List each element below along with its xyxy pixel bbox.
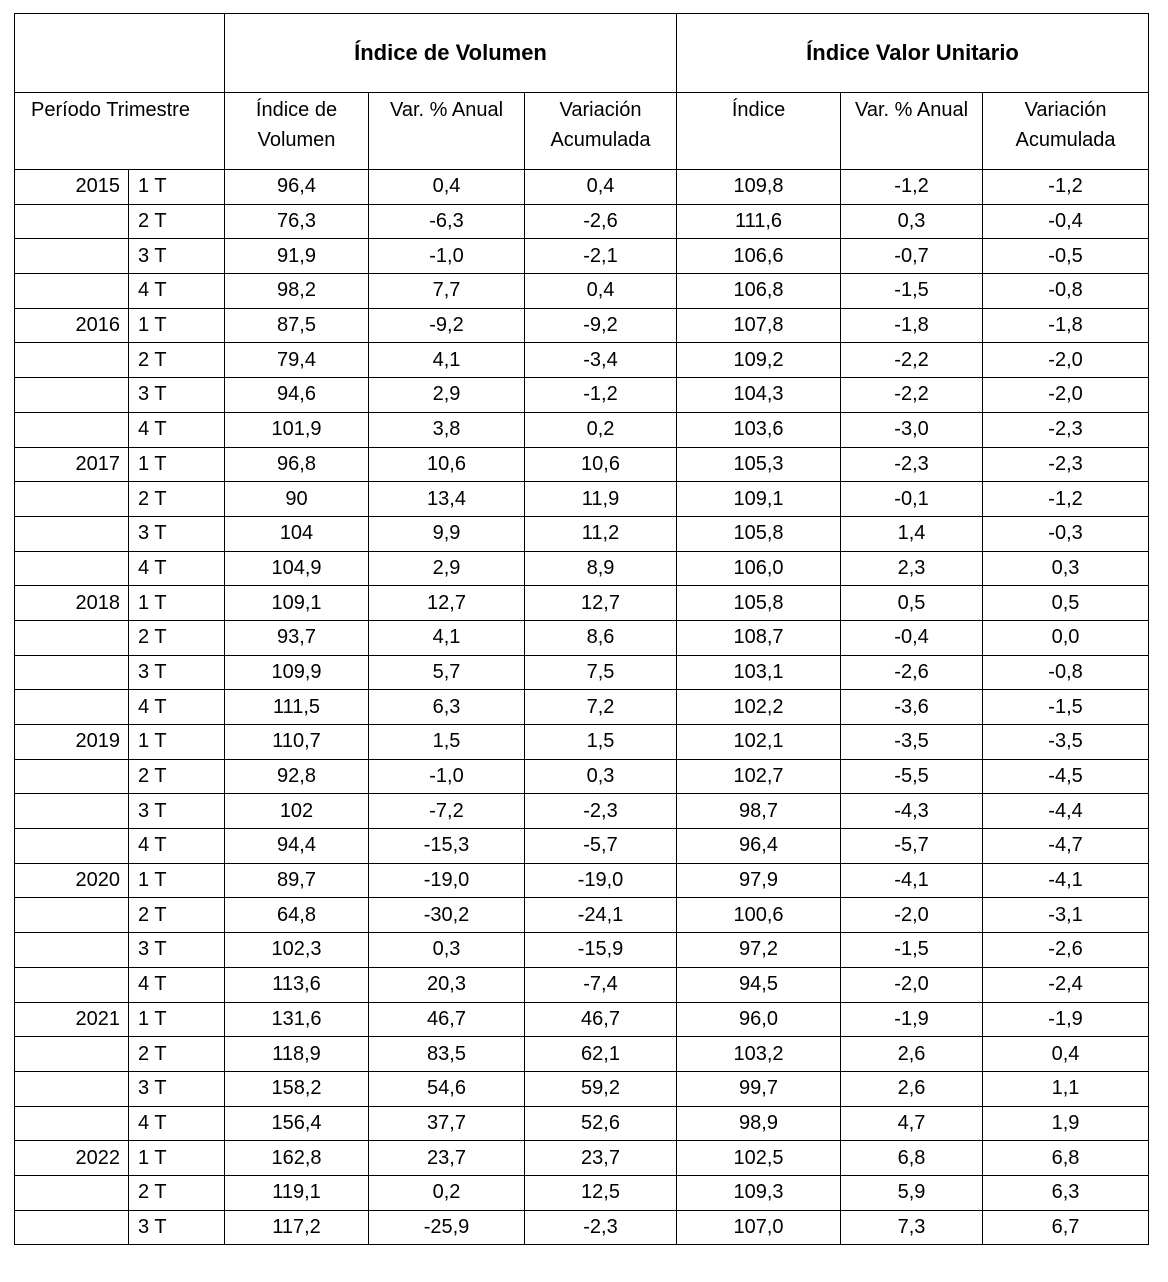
value-cell: -6,3 [369, 204, 525, 239]
value-cell: 103,6 [677, 412, 841, 447]
value-cell: 52,6 [525, 1106, 677, 1141]
value-cell: -0,4 [983, 204, 1149, 239]
value-cell: -2,6 [525, 204, 677, 239]
value-cell: -2,4 [983, 967, 1149, 1002]
value-cell: -2,0 [983, 378, 1149, 413]
column-header: Variación Acumulada [525, 93, 677, 170]
value-cell: 107,0 [677, 1210, 841, 1245]
value-cell: -3,5 [841, 725, 983, 760]
value-cell: 1,5 [369, 725, 525, 760]
value-cell: 105,3 [677, 447, 841, 482]
table-row [15, 170, 1149, 205]
year-cell [15, 1037, 129, 1072]
column-header: Índice [677, 93, 841, 170]
table-row [15, 274, 1149, 309]
value-cell: -2,3 [525, 794, 677, 829]
value-cell: 0,3 [841, 204, 983, 239]
quarter-cell: 3 T [129, 378, 225, 413]
table-row [15, 794, 1149, 829]
unit-value-group-header: Índice Valor Unitario [677, 14, 1149, 93]
value-cell: 102,2 [677, 690, 841, 725]
column-header: Var. % Anual [841, 93, 983, 170]
value-cell: -2,1 [525, 239, 677, 274]
value-cell: 6,3 [983, 1175, 1149, 1210]
value-cell: 0,4 [525, 274, 677, 309]
value-cell: 37,7 [369, 1106, 525, 1141]
value-cell: -3,6 [841, 690, 983, 725]
value-cell: 0,2 [369, 1175, 525, 1210]
table-row [15, 1175, 1149, 1210]
quarter-cell: 1 T [129, 1002, 225, 1037]
year-cell [15, 655, 129, 690]
value-cell: 11,2 [525, 516, 677, 551]
value-cell: -9,2 [525, 308, 677, 343]
value-cell: 5,7 [369, 655, 525, 690]
year-cell [15, 204, 129, 239]
value-cell: -1,5 [841, 274, 983, 309]
value-cell: 131,6 [225, 1002, 369, 1037]
value-cell: 107,8 [677, 308, 841, 343]
value-cell: 76,3 [225, 204, 369, 239]
value-cell: 94,5 [677, 967, 841, 1002]
value-cell: 46,7 [525, 1002, 677, 1037]
table-row [15, 863, 1149, 898]
value-cell: 119,1 [225, 1175, 369, 1210]
volume-group-header: Índice de Volumen [225, 14, 677, 93]
value-cell: 103,2 [677, 1037, 841, 1072]
table-row [15, 308, 1149, 343]
quarter-cell: 1 T [129, 863, 225, 898]
table-row [15, 967, 1149, 1002]
value-cell: -30,2 [369, 898, 525, 933]
value-cell: -1,9 [983, 1002, 1149, 1037]
year-cell: 2017 [15, 447, 129, 482]
value-cell: 4,1 [369, 620, 525, 655]
value-cell: 109,8 [677, 170, 841, 205]
value-cell: 103,1 [677, 655, 841, 690]
table-row [15, 1071, 1149, 1106]
value-cell: -2,2 [841, 378, 983, 413]
value-cell: -2,0 [983, 343, 1149, 378]
value-cell: 102,1 [677, 725, 841, 760]
value-cell: 5,9 [841, 1175, 983, 1210]
value-cell: -4,7 [983, 829, 1149, 864]
table-row [15, 1037, 1149, 1072]
quarter-cell: 3 T [129, 516, 225, 551]
value-cell: -5,7 [525, 829, 677, 864]
quarter-cell: 1 T [129, 1141, 225, 1176]
quarter-cell: 4 T [129, 829, 225, 864]
value-cell: 0,4 [983, 1037, 1149, 1072]
table-row [15, 412, 1149, 447]
value-cell: 100,6 [677, 898, 841, 933]
value-cell: 97,2 [677, 933, 841, 968]
year-cell [15, 933, 129, 968]
year-cell [15, 1210, 129, 1245]
value-cell: -4,1 [983, 863, 1149, 898]
value-cell: 6,8 [841, 1141, 983, 1176]
value-cell: -25,9 [369, 1210, 525, 1245]
table-row [15, 239, 1149, 274]
year-cell [15, 412, 129, 447]
table-row [15, 1141, 1149, 1176]
table-row [15, 1002, 1149, 1037]
quarter-cell: 4 T [129, 967, 225, 1002]
value-cell: 106,6 [677, 239, 841, 274]
column-header: Índice de Volumen [225, 93, 369, 170]
year-cell [15, 759, 129, 794]
value-cell: 4,7 [841, 1106, 983, 1141]
value-cell: -4,4 [983, 794, 1149, 829]
value-cell: -0,5 [983, 239, 1149, 274]
value-cell: 162,8 [225, 1141, 369, 1176]
value-cell: 11,9 [525, 482, 677, 517]
value-cell: -2,3 [983, 412, 1149, 447]
value-cell: 9,9 [369, 516, 525, 551]
value-cell: 96,0 [677, 1002, 841, 1037]
year-cell [15, 482, 129, 517]
value-cell: 102,5 [677, 1141, 841, 1176]
value-cell: 105,8 [677, 516, 841, 551]
value-cell: -2,6 [983, 933, 1149, 968]
value-cell: 20,3 [369, 967, 525, 1002]
value-cell: -2,2 [841, 343, 983, 378]
value-cell: -1,0 [369, 239, 525, 274]
value-cell: -1,2 [983, 170, 1149, 205]
quarter-cell: 2 T [129, 620, 225, 655]
value-cell: 118,9 [225, 1037, 369, 1072]
value-cell: 6,8 [983, 1141, 1149, 1176]
value-cell: 106,0 [677, 551, 841, 586]
value-cell: 4,1 [369, 343, 525, 378]
value-cell: -1,8 [841, 308, 983, 343]
value-cell: 79,4 [225, 343, 369, 378]
value-cell: 0,5 [983, 586, 1149, 621]
value-cell: 117,2 [225, 1210, 369, 1245]
value-cell: 12,7 [369, 586, 525, 621]
value-cell: -15,3 [369, 829, 525, 864]
year-cell [15, 620, 129, 655]
year-cell: 2022 [15, 1141, 129, 1176]
value-cell: 0,0 [983, 620, 1149, 655]
value-cell: 106,8 [677, 274, 841, 309]
value-cell: 10,6 [525, 447, 677, 482]
quarter-cell: 4 T [129, 1106, 225, 1141]
value-cell: 13,4 [369, 482, 525, 517]
value-cell: -2,0 [841, 898, 983, 933]
quarter-cell: 1 T [129, 170, 225, 205]
value-cell: 0,5 [841, 586, 983, 621]
value-cell: 8,6 [525, 620, 677, 655]
year-cell [15, 1106, 129, 1141]
value-cell: 102,7 [677, 759, 841, 794]
value-cell: 1,4 [841, 516, 983, 551]
value-cell: -1,2 [983, 482, 1149, 517]
quarter-cell: 2 T [129, 898, 225, 933]
quarter-cell: 4 T [129, 274, 225, 309]
year-cell: 2015 [15, 170, 129, 205]
value-cell: 108,7 [677, 620, 841, 655]
quarter-cell: 4 T [129, 690, 225, 725]
table-row [15, 586, 1149, 621]
column-header: Variación Acumulada [983, 93, 1149, 170]
quarter-cell: 1 T [129, 586, 225, 621]
table-row [15, 620, 1149, 655]
value-cell: 0,2 [525, 412, 677, 447]
year-cell: 2020 [15, 863, 129, 898]
value-cell: 96,4 [677, 829, 841, 864]
value-cell: 2,6 [841, 1037, 983, 1072]
table-row [15, 343, 1149, 378]
value-cell: 104,3 [677, 378, 841, 413]
value-cell: 104,9 [225, 551, 369, 586]
value-cell: 0,4 [525, 170, 677, 205]
value-cell: 7,5 [525, 655, 677, 690]
value-cell: 91,9 [225, 239, 369, 274]
table-row [15, 1106, 1149, 1141]
table-row [15, 551, 1149, 586]
value-cell: 7,3 [841, 1210, 983, 1245]
value-cell: -1,5 [841, 933, 983, 968]
value-cell: -4,1 [841, 863, 983, 898]
table-row [15, 516, 1149, 551]
value-cell: 92,8 [225, 759, 369, 794]
year-cell: 2021 [15, 1002, 129, 1037]
column-header-row [15, 93, 1149, 170]
value-cell: 109,9 [225, 655, 369, 690]
value-cell: -9,2 [369, 308, 525, 343]
value-cell: 109,3 [677, 1175, 841, 1210]
year-cell [15, 967, 129, 1002]
quarter-cell: 2 T [129, 1037, 225, 1072]
year-cell: 2018 [15, 586, 129, 621]
quarter-cell: 2 T [129, 759, 225, 794]
table-row [15, 690, 1149, 725]
value-cell: 0,4 [369, 170, 525, 205]
value-cell: 23,7 [525, 1141, 677, 1176]
table-row [15, 204, 1149, 239]
value-cell: 93,7 [225, 620, 369, 655]
table-row [15, 447, 1149, 482]
value-cell: 1,5 [525, 725, 677, 760]
value-cell: 102,3 [225, 933, 369, 968]
value-cell: 59,2 [525, 1071, 677, 1106]
value-cell: 12,7 [525, 586, 677, 621]
value-cell: 94,6 [225, 378, 369, 413]
value-cell: 0,3 [369, 933, 525, 968]
value-cell: 109,2 [677, 343, 841, 378]
value-cell: -4,3 [841, 794, 983, 829]
quarter-cell: 1 T [129, 308, 225, 343]
value-cell: -19,0 [369, 863, 525, 898]
quarter-cell: 1 T [129, 725, 225, 760]
value-cell: -1,8 [983, 308, 1149, 343]
year-cell: 2016 [15, 308, 129, 343]
value-cell: 89,7 [225, 863, 369, 898]
quarter-cell: 2 T [129, 1175, 225, 1210]
value-cell: -19,0 [525, 863, 677, 898]
column-header: Var. % Anual [369, 93, 525, 170]
value-cell: -2,6 [841, 655, 983, 690]
value-cell: -2,0 [841, 967, 983, 1002]
value-cell: 109,1 [225, 586, 369, 621]
value-cell: -3,0 [841, 412, 983, 447]
value-cell: -1,0 [369, 759, 525, 794]
value-cell: 10,6 [369, 447, 525, 482]
year-cell [15, 690, 129, 725]
value-cell: -0,7 [841, 239, 983, 274]
value-cell: 104 [225, 516, 369, 551]
quarter-cell: 1 T [129, 447, 225, 482]
value-cell: 64,8 [225, 898, 369, 933]
value-cell: -5,5 [841, 759, 983, 794]
table-row [15, 759, 1149, 794]
value-cell: -1,5 [983, 690, 1149, 725]
year-cell [15, 378, 129, 413]
value-cell: -0,4 [841, 620, 983, 655]
table-row [15, 829, 1149, 864]
value-cell: 98,9 [677, 1106, 841, 1141]
value-cell: -3,1 [983, 898, 1149, 933]
year-cell [15, 551, 129, 586]
index-table [14, 13, 1149, 1245]
value-cell: 113,6 [225, 967, 369, 1002]
value-cell: 87,5 [225, 308, 369, 343]
value-cell: 83,5 [369, 1037, 525, 1072]
table-row [15, 378, 1149, 413]
value-cell: 109,1 [677, 482, 841, 517]
value-cell: 99,7 [677, 1071, 841, 1106]
value-cell: 96,8 [225, 447, 369, 482]
table-row [15, 482, 1149, 517]
value-cell: -5,7 [841, 829, 983, 864]
value-cell: -15,9 [525, 933, 677, 968]
year-cell [15, 1071, 129, 1106]
value-cell: -0,1 [841, 482, 983, 517]
year-cell [15, 1175, 129, 1210]
value-cell: 94,4 [225, 829, 369, 864]
table-body [15, 170, 1149, 1245]
value-cell: 62,1 [525, 1037, 677, 1072]
value-cell: 96,4 [225, 170, 369, 205]
value-cell: 1,9 [983, 1106, 1149, 1141]
year-cell: 2019 [15, 725, 129, 760]
quarter-cell: 4 T [129, 551, 225, 586]
table-row [15, 655, 1149, 690]
value-cell: -1,9 [841, 1002, 983, 1037]
year-cell [15, 239, 129, 274]
value-cell: 2,3 [841, 551, 983, 586]
table-row [15, 1210, 1149, 1245]
value-cell: 7,7 [369, 274, 525, 309]
value-cell: 98,7 [677, 794, 841, 829]
year-cell [15, 343, 129, 378]
value-cell: 90 [225, 482, 369, 517]
value-cell: -1,2 [525, 378, 677, 413]
year-cell [15, 898, 129, 933]
quarter-cell: 2 T [129, 343, 225, 378]
value-cell: -7,4 [525, 967, 677, 1002]
value-cell: 105,8 [677, 586, 841, 621]
value-cell: 23,7 [369, 1141, 525, 1176]
value-cell: 1,1 [983, 1071, 1149, 1106]
quarter-cell: 2 T [129, 204, 225, 239]
value-cell: -0,8 [983, 655, 1149, 690]
value-cell: -0,3 [983, 516, 1149, 551]
value-cell: 156,4 [225, 1106, 369, 1141]
value-cell: -3,4 [525, 343, 677, 378]
year-cell [15, 516, 129, 551]
value-cell: 102 [225, 794, 369, 829]
quarter-cell: 3 T [129, 1210, 225, 1245]
value-cell: 54,6 [369, 1071, 525, 1106]
table-row [15, 898, 1149, 933]
value-cell: 98,2 [225, 274, 369, 309]
value-cell: 2,9 [369, 378, 525, 413]
quarter-cell: 2 T [129, 482, 225, 517]
value-cell: 8,9 [525, 551, 677, 586]
value-cell: 3,8 [369, 412, 525, 447]
value-cell: 2,9 [369, 551, 525, 586]
quarter-cell: 3 T [129, 239, 225, 274]
value-cell: -2,3 [525, 1210, 677, 1245]
value-cell: 7,2 [525, 690, 677, 725]
value-cell: -4,5 [983, 759, 1149, 794]
period-header: Período Trimestre [15, 93, 225, 170]
quarter-cell: 3 T [129, 933, 225, 968]
year-cell [15, 794, 129, 829]
value-cell: 110,7 [225, 725, 369, 760]
value-cell: 6,3 [369, 690, 525, 725]
value-cell: 6,7 [983, 1210, 1149, 1245]
quarter-cell: 3 T [129, 655, 225, 690]
quarter-cell: 3 T [129, 1071, 225, 1106]
value-cell: 12,5 [525, 1175, 677, 1210]
value-cell: -2,3 [841, 447, 983, 482]
value-cell: -1,2 [841, 170, 983, 205]
value-cell: 46,7 [369, 1002, 525, 1037]
empty-corner-cell [15, 14, 225, 93]
value-cell: -7,2 [369, 794, 525, 829]
value-cell: 111,6 [677, 204, 841, 239]
value-cell: -0,8 [983, 274, 1149, 309]
group-header-row [15, 14, 1149, 93]
table-row [15, 933, 1149, 968]
value-cell: 111,5 [225, 690, 369, 725]
value-cell: 101,9 [225, 412, 369, 447]
value-cell: 158,2 [225, 1071, 369, 1106]
value-cell: -24,1 [525, 898, 677, 933]
table-row [15, 725, 1149, 760]
year-cell [15, 274, 129, 309]
year-cell [15, 829, 129, 864]
value-cell: 0,3 [983, 551, 1149, 586]
value-cell: 2,6 [841, 1071, 983, 1106]
value-cell: 97,9 [677, 863, 841, 898]
quarter-cell: 3 T [129, 794, 225, 829]
value-cell: 0,3 [525, 759, 677, 794]
value-cell: -2,3 [983, 447, 1149, 482]
value-cell: -3,5 [983, 725, 1149, 760]
quarter-cell: 4 T [129, 412, 225, 447]
